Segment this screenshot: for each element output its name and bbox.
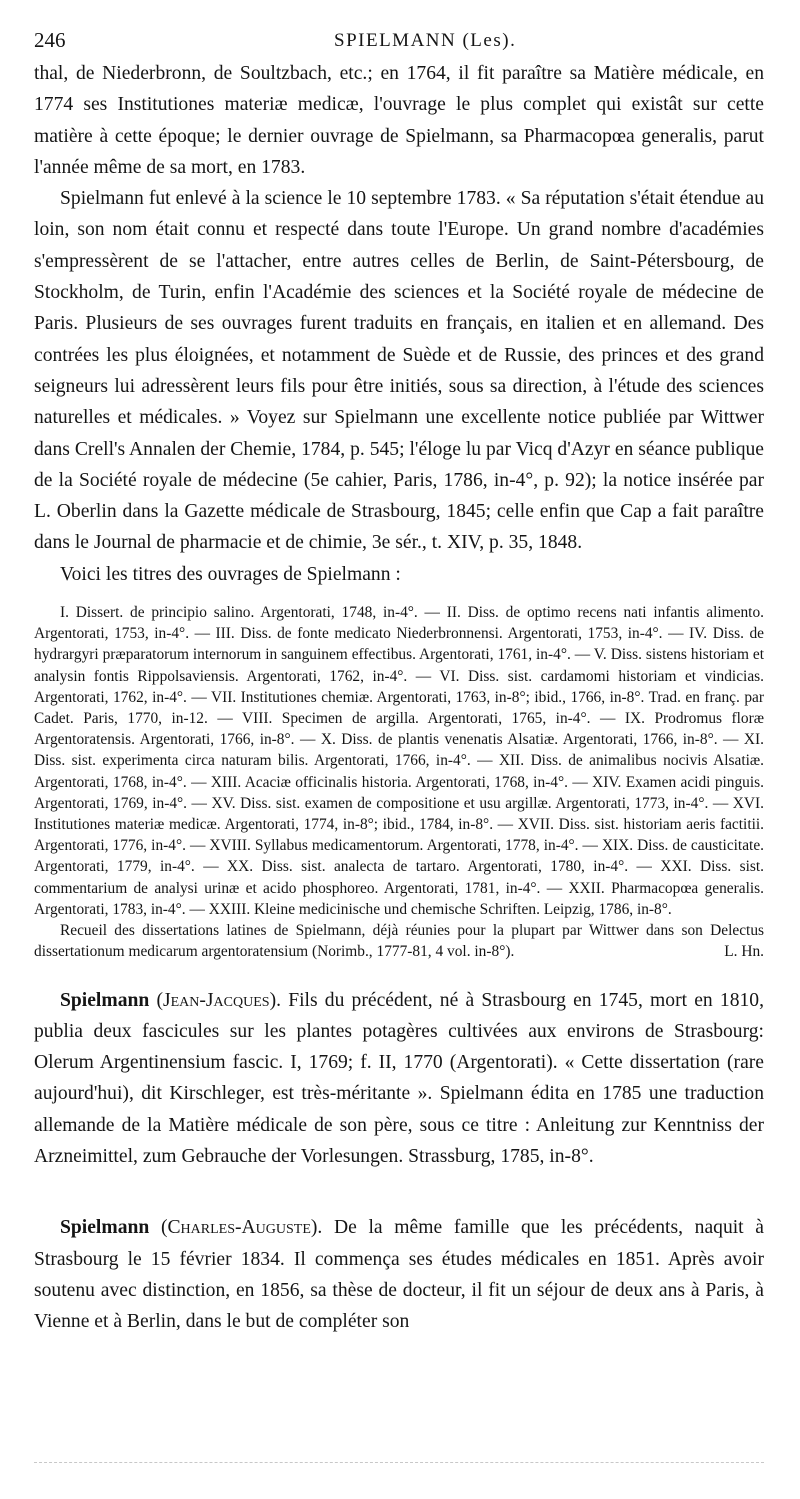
bibliography-entries: I. Dissert. de principio salino. Argentorati, 1748, in-4°. — II. Diss. de optimo recens nati infantis alimento. Argentorati, 1753, in-4°. — III. Diss. de fonte medicato Niederbronnensi. Argentorati, 1753, in-4°. — IV. Diss. de hydrargyri præparatorum internorum in sanguinem effectibus. Argentorati, 1761, in-4°. — V. Diss. sistens historiam et analysin fontis Rippolsaviensis. Argentorati, 1762, in-4°. — VI. Diss. sist. cardamomi historiam et vindicias. Argentorati, 1762, in-4°. — VII. Institutiones chemiæ. Argentorati, 1763, in-8°; ibid., 1766, in-8°. Trad. en franç. par Cadet. Paris, 1770, in-12. — VIII. Specimen de argilla. Argentorati, 1765, in-4°. — IX. Prodromus floræ Argentoratensis. Argentorati, 1766, in-8°. — X. Diss. de plantis venenatis Alsatiæ. Argentorati, 1766, in-8°. — XI. Diss. sist. experimenta circa naturam bilis. Argentorati, 1766, in-4°. — XII. Diss. de animalibus nocivis Alsatiæ. Argentorati, 1768, in-4°. — XIII. Acaciæ officinalis historia. Argentorati, 1768, in-4°. — XIV. Examen acidi pinguis. Argentorati, 1769, in-4°. — XV. Diss. sist. examen de compositione et usu argillæ. Argentorati, 1773, in-4°. — XVI. Institutiones materiæ medicæ. Argentorati, 1774, in-8°; ibid., 1784, in-8°. — XVII. Diss. sist. historiam aeris factitii. Argentorati, 1776, in-4°. — XVIII. Syllabus medicamentorum. Argentorati, 1778, in-4°. — XIX. Diss. de causticitate. Argentorati, 1779, in-4°. — XX. Diss. sist. analecta de tartaro. Argentorati, 1780, in-4°. — XXI. Diss. sist. commentarium de analysi urinæ et acido phosphoreo. Argentorati, 1781, in-4°. — XXII. Pharmacopœa generalis. Argentorati, 1783, in-4°. — XXIII. Kleine medicinische und chemische Schriften. Leipzig, 1786, in-8°. <box>34 604 764 918</box>
page-number: 246 <box>34 28 66 52</box>
article-body <box>34 985 764 1173</box>
bibliography-author: L. Hn. <box>724 943 764 961</box>
article-subtitle: (Jean-Jacques). <box>156 989 281 1011</box>
article-text: De la même famille que les précédents, naquit à Strasbourg le 15 février 1834. Il commença ses études médicales en 1851. Après avoir soutenu avec distinction, en 1856, sa thèse de docteur, il fit un séjour de deux ans à Paris, à Vienne et à Berlin, dans le but de compléter son <box>34 1217 764 1333</box>
article-text: Fils du précédent, né à Strasbourg en 1745, mort en 1810, publia deux fascicules sur les plantes potagères cultivées aux environs de Strasbourg: Olerum Argentinensium fascic. I, 1769; f. II, 1770 (Argentorati). « Cette dissertation (rare aujourd'hui), dit Kirschleger, est très-méritante ». Spielmann édita en 1785 une traduction allemande de la Matière médicale de son père, sous ce titre : Anleitung zur Kenntniss der Arzneimittel, zum Gebrauche der Vorlesungen. Strassburg, 1785, in-8°. <box>34 989 764 1167</box>
page-header <box>34 28 764 58</box>
article-subtitle: (Charles-Auguste). <box>160 1217 323 1239</box>
bleed-through-line <box>34 1462 764 1464</box>
paragraph-continuation: thal, de Niederbronn, de Soultzbach, etc.; en 1764, il fit paraître sa Matière médicale, en 1774 ses Institutiones materiæ medicæ, l'ouvrage le plus complet qui existât sur cette matière à cette époque; le dernier ouvrage de Spielmann, sa Pharmacopœa generalis, parut l'année même de sa mort, en 1783. <box>34 63 764 178</box>
article-name: Spielmann <box>60 1217 150 1239</box>
bibliography-list <box>34 602 764 962</box>
bibliography-note <box>34 920 764 962</box>
article-body <box>34 1212 764 1337</box>
article-name: Spielmann <box>60 989 150 1011</box>
paragraph-biography: Spielmann fut enlevé à la science le 10 septembre 1783. « Sa réputation s'était étendue au loin, son nom était connu et respecté dans toute l'Europe. Un grand nombre d'académies s'empressèrent de se l'attacher, entre autres celles de Berlin, de Saint-Pétersbourg, de Stockholm, de Turin, enfin l'Académie des sciences et la Société royale de médecine de Paris. Plusieurs de ses ouvrages furent traduits en français, en italien et en allemand. Des contrées les plus éloignées, et notamment de Suède et de Russie, des princes et des grand seigneurs lui adressèrent leurs fils pour être initiés, sous sa direction, à l'étude des sciences naturelles et médicales. » Voyez sur Spielmann une excellente notice publiée par Wittwer dans Crell's Annalen der Chemie, 1784, p. 545; l'éloge lu par Vicq d'Azyr en séance publique de la Société royale de médecine (5e cahier, Paris, 1786, in-4°, p. 92); la notice insérée par L. Oberlin dans la Gazette médicale de Strasbourg, 1845; celle enfin que Cap a fait paraître dans le Journal de pharmacie et de chimie, 3e sér., t. XIV, p. 35, 1848. <box>34 188 764 554</box>
paragraph-works-intro: Voici les titres des ouvrages de Spielmann : <box>60 563 401 585</box>
spacer <box>34 1172 764 1190</box>
article-charles-auguste <box>34 1212 764 1337</box>
article-jean-jacques <box>34 985 764 1173</box>
running-head: SPIELMANN (Les). <box>334 30 517 51</box>
bibliography-note-text: Recueil des dissertations latines de Spielmann, déjà réunies pour la plupart par Wittwer dans son Delectus dissertationum medicarum argentoratensium (Norimb., 1777-81, 4 vol. in-8°). <box>34 922 764 961</box>
